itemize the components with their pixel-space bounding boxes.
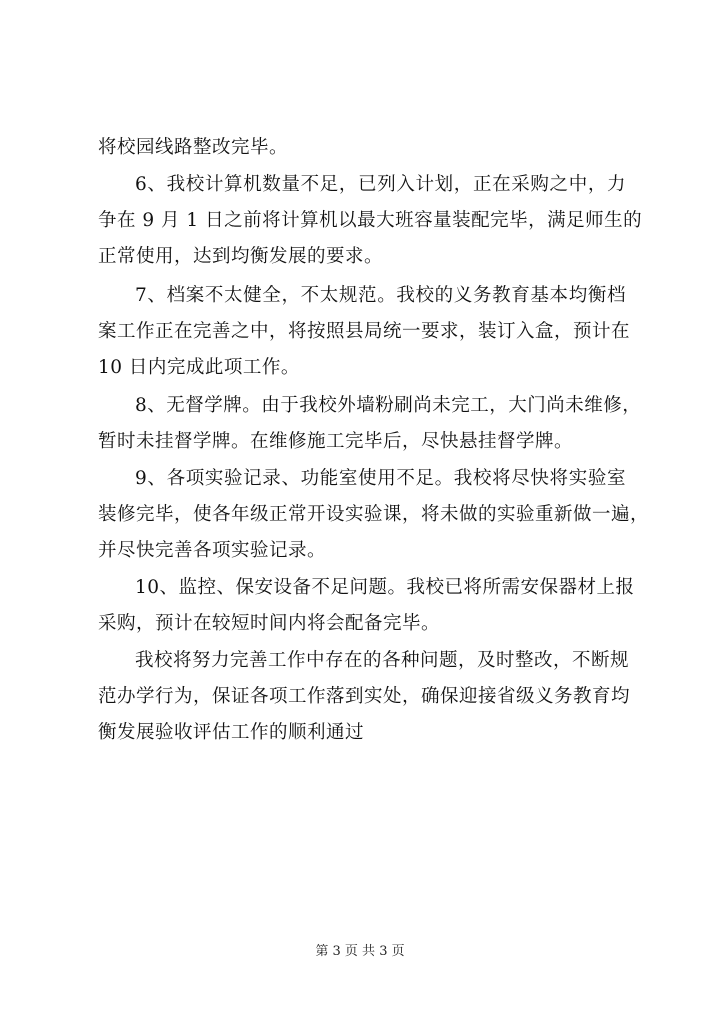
text-line: 我校将努力完善工作中存在的各种问题，及时整改，不断规 [135, 650, 630, 671]
text-line: 案工作正在完善之中，将按照县局统一要求，装订入盒，预计在 [98, 321, 631, 342]
text-line: 并尽快完善各项实验记录。 [98, 540, 327, 561]
text-line: 采购，预计在较短时间内将会配备完毕。 [98, 613, 441, 634]
text-line: 暂时未挂督学牌。在维修施工完毕后，尽快悬挂督学牌。 [98, 431, 574, 452]
text-line: 范办学行为，保证各项工作落到实处，确保迎接省级义务教育均 [98, 686, 631, 707]
text-line: 9、各项实验记录、功能室使用不足。我校将尽快将实验室 [135, 468, 626, 489]
text-line: 衡发展验收评估工作的顺利通过 [98, 722, 365, 743]
text-line: 8、无督学牌。由于我校外墙粉刷尚未完工，大门尚未维修， [135, 395, 642, 416]
text-line: 10 日内完成此项工作。 [98, 357, 300, 378]
text-line: 6、我校计算机数量不足，已列入计划，正在采购之中，力 [135, 174, 626, 195]
text-line: 7、档案不太健全，不太规范。我校的义务教育基本均衡档 [135, 285, 626, 306]
text-line: 争在 9 月 1 日之前将计算机以最大班容量装配完毕，满足师生的 [98, 210, 643, 231]
text-line: 正常使用，达到均衡发展的要求。 [98, 246, 384, 267]
text-line: 装修完毕，使各年级正常开设实验课，将未做的实验重新做一遍， [98, 504, 650, 525]
text-line: 将校园线路整改完毕。 [98, 137, 289, 158]
text-line: 10、监控、保安设备不足问题。我校已将所需安保器材上报 [135, 577, 635, 598]
page-number-footer: 第 3 页 共 3 页 [315, 944, 405, 959]
